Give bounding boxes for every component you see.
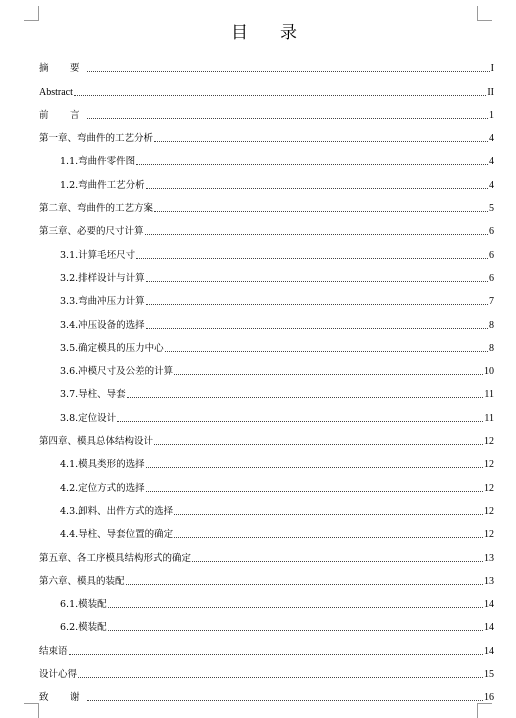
toc-page-number: 12 <box>484 482 494 494</box>
toc-entry[interactable] <box>39 541 494 564</box>
toc-dot-leader <box>117 421 483 422</box>
toc-page-number: 11 <box>484 389 494 401</box>
toc-entry[interactable] <box>39 99 494 122</box>
toc-page-number: 6 <box>489 249 494 261</box>
toc-entry-label: 3.8.定位设计 <box>60 412 117 424</box>
toc-entry-label: 3.5.确定模具的压力中心 <box>60 342 164 354</box>
toc-entry-label: 3.1.计算毛坯尺寸 <box>60 249 136 261</box>
toc-dot-leader <box>146 188 488 189</box>
crop-mark-bottom-right <box>477 703 492 718</box>
toc-entry[interactable] <box>39 215 494 238</box>
toc-entry-label: 第三章、必要的尺寸计算 <box>39 226 144 238</box>
toc-entry-label: 1.1.弯曲件零件图 <box>60 156 136 168</box>
toc-subentry[interactable] <box>39 145 494 168</box>
toc-dot-leader <box>146 281 488 282</box>
toc-page-number: 4 <box>489 133 494 145</box>
toc-entry-label: 结束语 <box>39 645 68 657</box>
crop-mark-bottom-left <box>24 703 39 718</box>
toc-entry-label: 第六章、模具的装配 <box>39 575 125 587</box>
toc-entry-label: 4.2.定位方式的选择 <box>60 482 145 494</box>
toc-page-number: II <box>487 86 494 98</box>
toc-page-number: 12 <box>484 459 494 471</box>
toc-dot-leader <box>192 561 483 562</box>
toc-dot-leader <box>174 537 483 538</box>
toc-subentry[interactable] <box>39 285 494 308</box>
toc-page-number: 1 <box>489 109 494 121</box>
toc-dot-leader <box>136 164 488 165</box>
toc-dot-leader <box>78 677 483 678</box>
toc-page-number: 11 <box>484 412 494 424</box>
toc-subentry[interactable] <box>39 378 494 401</box>
toc-entry-label: 第四章、模具总体结构设计 <box>39 436 154 448</box>
toc-entry-label: 第一章、弯曲件的工艺分析 <box>39 133 154 145</box>
toc-subentry[interactable] <box>39 518 494 541</box>
toc-entry[interactable] <box>39 75 494 98</box>
toc-entry[interactable] <box>39 122 494 145</box>
toc-subentry[interactable] <box>39 332 494 355</box>
toc-subentry[interactable] <box>39 495 494 518</box>
toc-dot-leader <box>145 234 488 235</box>
toc-entry-label: 6.2.模装配 <box>60 622 107 634</box>
toc-page-number: 6 <box>489 226 494 238</box>
toc-entry[interactable] <box>39 425 494 448</box>
toc-entry-label: 6.1.模装配 <box>60 599 107 611</box>
toc-title-char-1: 目 <box>231 23 250 43</box>
crop-mark-top-right <box>477 6 492 21</box>
toc-page-number: 8 <box>489 319 494 331</box>
toc-dot-leader <box>165 351 488 352</box>
toc-dot-leader <box>146 467 483 468</box>
toc-entry-label: 第二章、弯曲件的工艺方案 <box>39 203 154 215</box>
toc-entry[interactable] <box>39 634 494 657</box>
toc-dot-leader <box>174 514 483 515</box>
toc-subentry[interactable] <box>39 401 494 424</box>
toc-entry-label: Abstract <box>39 86 73 98</box>
toc-page-number: 5 <box>489 203 494 215</box>
toc-entry-label: 3.3.弯曲冲压力计算 <box>60 296 145 308</box>
toc-page-number: 14 <box>484 622 494 634</box>
toc-title-char-2: 录 <box>280 23 299 43</box>
toc-entry-label: 第五章、各工序模具结构形式的确定 <box>39 552 192 564</box>
toc-entry-label: 3.2.排样设计与计算 <box>60 272 145 284</box>
toc-dot-leader <box>154 211 488 212</box>
toc-subentry[interactable] <box>39 308 494 331</box>
toc-page-number: 7 <box>489 296 494 308</box>
toc-entry[interactable] <box>39 52 494 75</box>
toc-page-number: 4 <box>489 156 494 168</box>
toc-dot-leader <box>146 304 488 305</box>
toc-subentry[interactable] <box>39 448 494 471</box>
toc-subentry[interactable] <box>39 168 494 191</box>
toc-dot-leader <box>87 118 488 119</box>
toc-dot-leader <box>174 374 483 375</box>
toc-dot-leader <box>108 607 483 608</box>
toc-entry-label: 3.6.冲模尺寸及公差的计算 <box>60 366 174 378</box>
toc-subentry[interactable] <box>39 238 494 261</box>
toc-page-number: 13 <box>484 552 494 564</box>
toc-dot-leader <box>146 491 483 492</box>
toc-page-number: 15 <box>484 669 494 681</box>
toc-page-number: 6 <box>489 272 494 284</box>
toc-dot-leader <box>87 700 483 701</box>
toc-page-number: 13 <box>484 575 494 587</box>
toc-subentry[interactable] <box>39 355 494 378</box>
toc-dot-leader <box>74 95 486 96</box>
toc-dot-leader <box>127 397 484 398</box>
toc-entry-label: 1.2.弯曲件工艺分析 <box>60 179 145 191</box>
toc-page-number: 14 <box>484 645 494 657</box>
toc-entry-label: 4.3.卸料、出件方式的选择 <box>60 505 174 517</box>
toc-dot-leader <box>108 630 483 631</box>
toc-subentry[interactable] <box>39 611 494 634</box>
toc-page-number: 4 <box>489 179 494 191</box>
toc-dot-leader <box>136 258 488 259</box>
toc-dot-leader <box>126 584 483 585</box>
toc-page-number: 8 <box>489 342 494 354</box>
toc-entry[interactable] <box>39 658 494 681</box>
toc-entry-label: 摘 要 <box>39 63 86 75</box>
toc-entry[interactable] <box>39 565 494 588</box>
toc-page-number: 16 <box>484 692 494 704</box>
toc-entry-label: 3.4.冲压设备的选择 <box>60 319 145 331</box>
toc-dot-leader <box>154 141 488 142</box>
toc-entry[interactable] <box>39 681 494 704</box>
toc-subentry[interactable] <box>39 262 494 285</box>
toc-dot-leader <box>69 654 483 655</box>
crop-mark-top-left <box>24 6 39 21</box>
toc-page-number: 14 <box>484 599 494 611</box>
toc-page-number: I <box>490 63 494 75</box>
toc-page-number: 12 <box>484 505 494 517</box>
toc-dot-leader <box>154 444 483 445</box>
toc-page-number: 12 <box>484 529 494 541</box>
toc-entry-label: 前 言 <box>39 109 86 121</box>
toc-title <box>0 22 516 44</box>
toc-entry-label: 3.7.导柱、导套 <box>60 389 126 401</box>
toc-entry[interactable] <box>39 192 494 215</box>
toc-dot-leader <box>87 71 490 72</box>
toc-entry-label: 4.1.模具类形的选择 <box>60 459 145 471</box>
toc-entry-label: 致 谢 <box>39 692 86 704</box>
toc-subentry[interactable] <box>39 588 494 611</box>
toc-dot-leader <box>146 328 488 329</box>
toc-entry-label: 设计心得 <box>39 669 78 681</box>
toc-entry-label: 4.4.导柱、导套位置的确定 <box>60 529 174 541</box>
toc-page-number: 12 <box>484 436 494 448</box>
table-of-contents <box>39 52 494 704</box>
toc-page-number: 10 <box>484 366 494 378</box>
toc-subentry[interactable] <box>39 471 494 494</box>
